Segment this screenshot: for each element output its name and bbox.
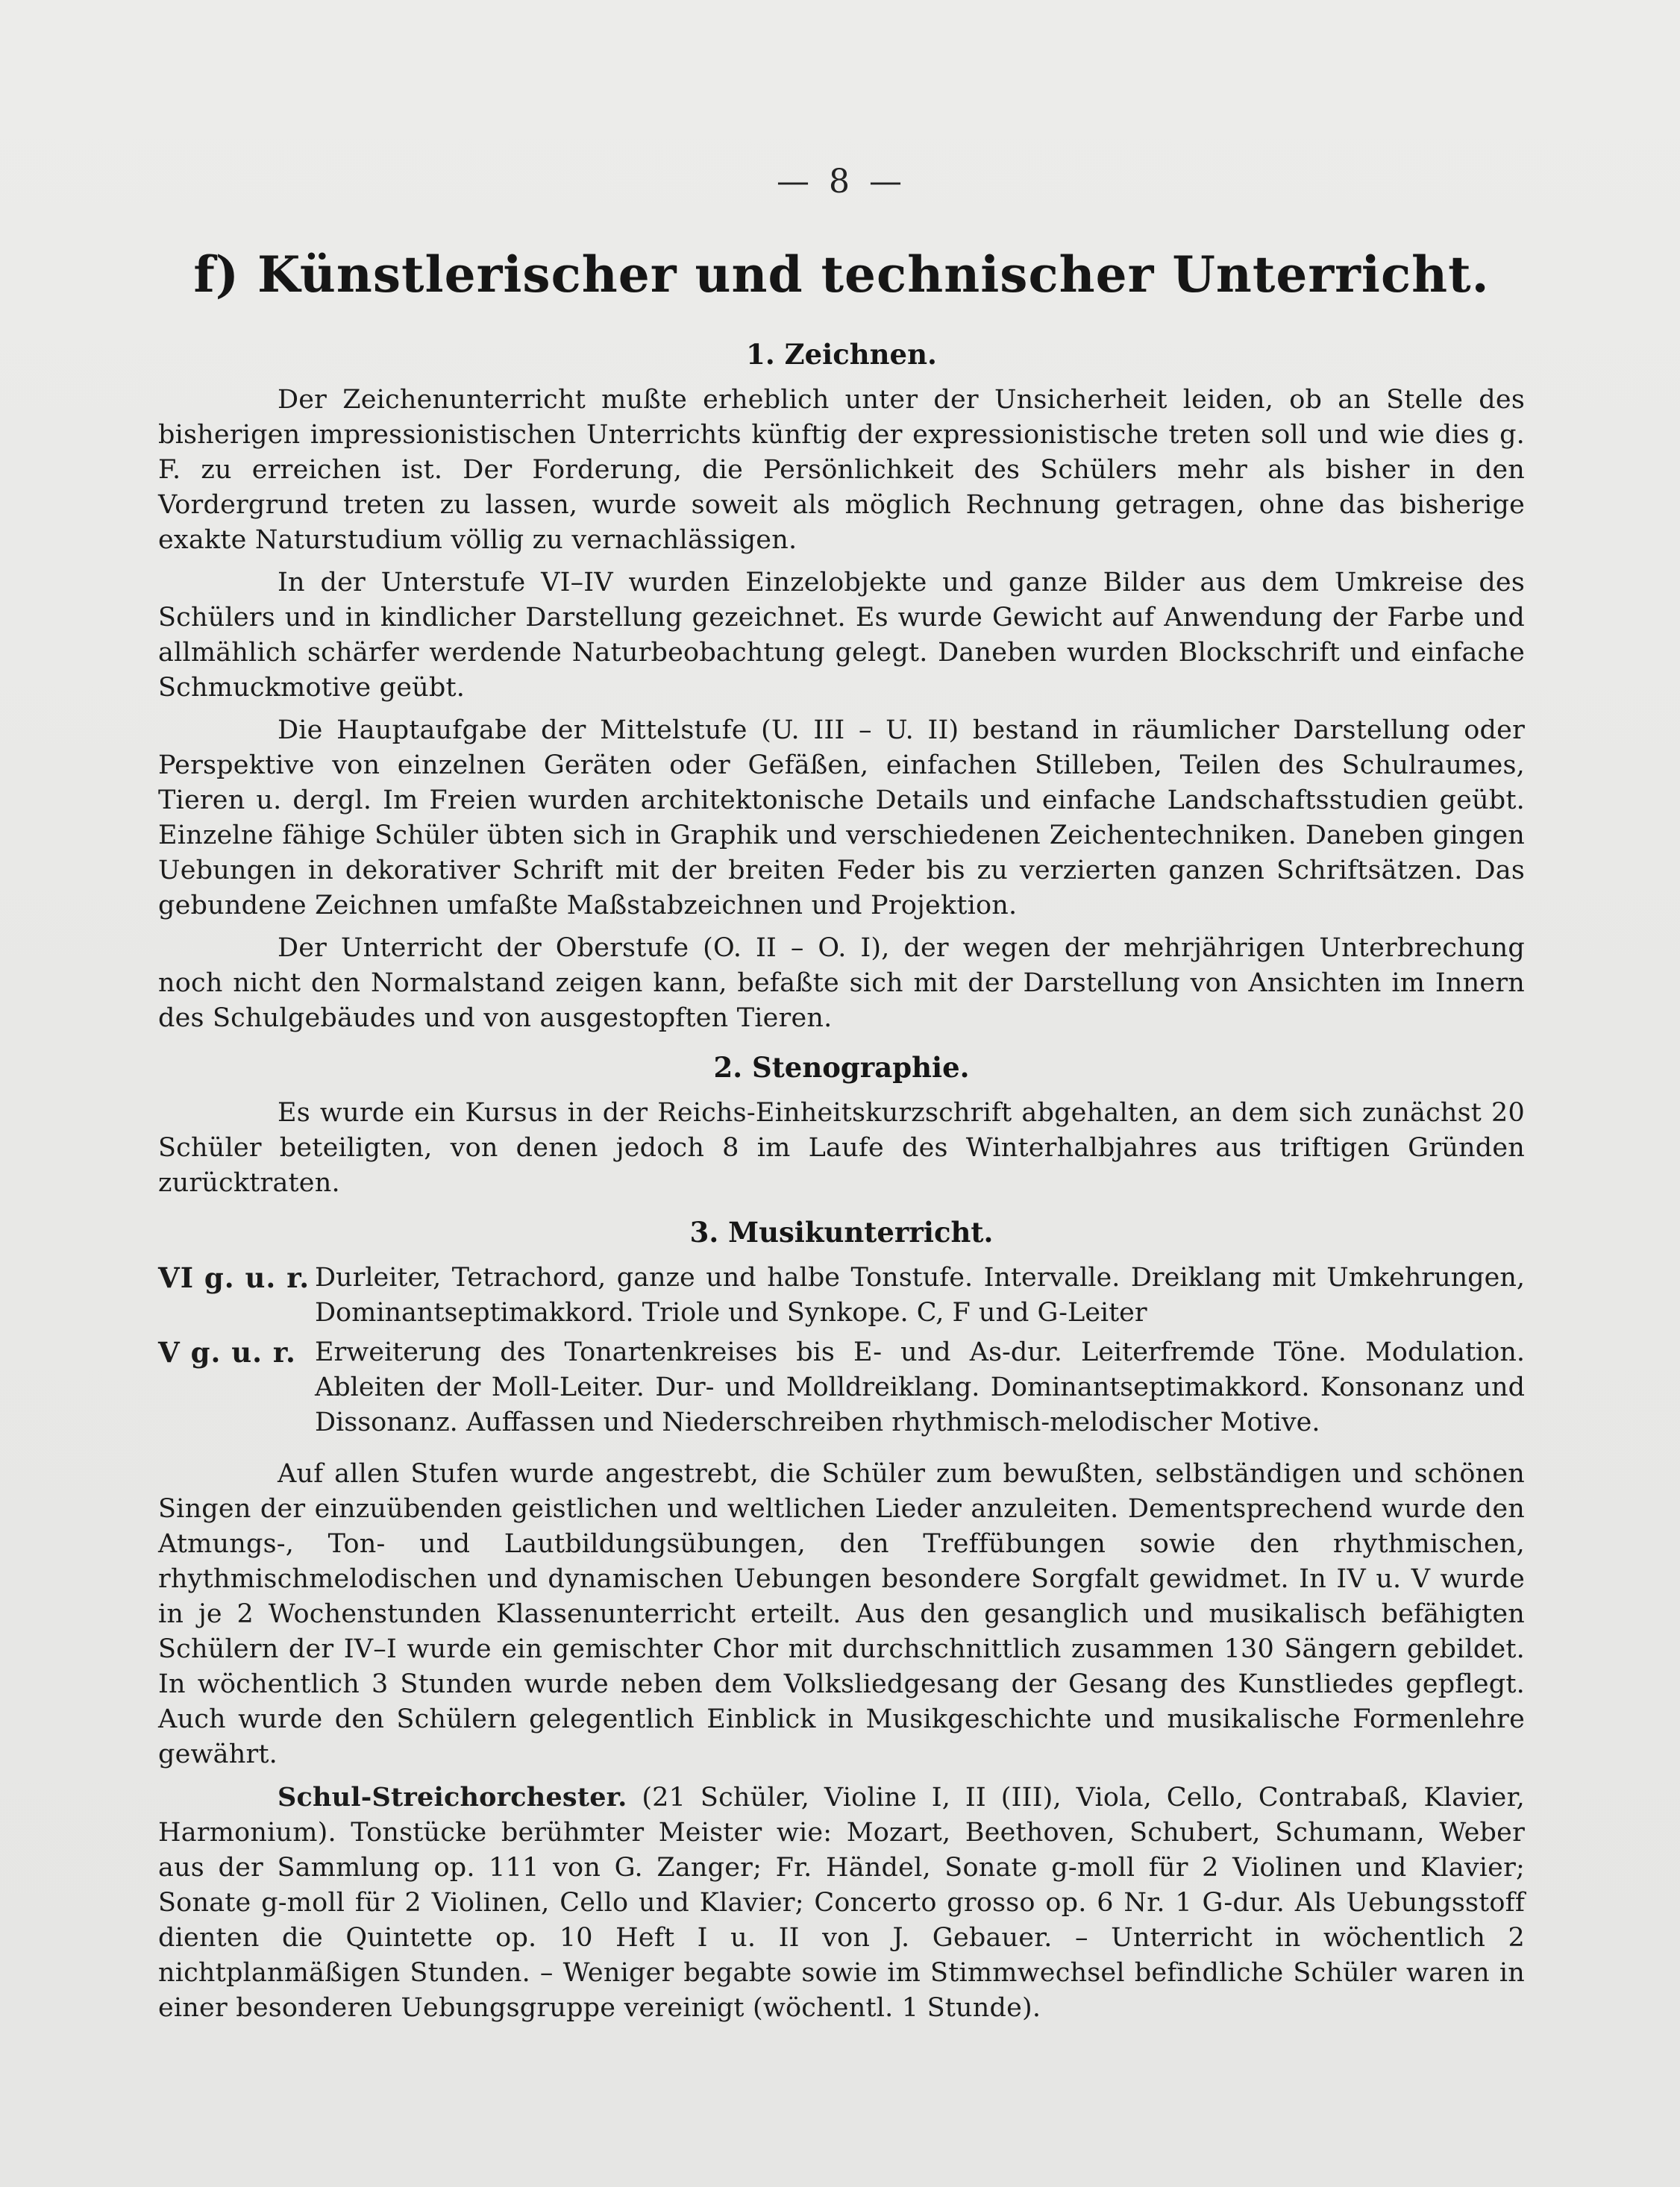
music-class-row	[158, 1335, 1525, 1440]
drawing-paragraph-3: Die Hauptaufgabe der Mittelstufe (U. III – U. II) bestand in räumlicher Darstellung oder Perspektive von einzelnen Geräten oder Gefäßen, einfachen Stilleben, Teilen des Schulraumes, Tieren u. dergl. Im Freien wurden architektonische Details und einfache Landschaftsstudien geübt. Einzelne fähige Schüler übten sich in Graphik und verschiedenen Zeichentechniken. Daneben gingen Uebungen in dekorativer Schrift mit der breiten Feder bis zu verzierten ganzen Schriftsätzen. Das gebundene Zeichnen umfaßte Maßstabzeichnen und Projektion.	[158, 715, 1525, 920]
orchestra-paragraph	[158, 1780, 1525, 2026]
section-title: f) Künstlerischer und technischer Unterricht.	[193, 245, 1490, 304]
drawing-paragraph-4: Der Unterricht der Oberstufe (O. II – O. I), der wegen der mehrjährigen Unterbrechung noch nicht den Normalstand zeigen kann, befaßte sich mit der Darstellung von Ansichten im Innern des Schulgebäudes und von ausgestopften Tieren.	[158, 933, 1525, 1033]
stenography-paragraph: Es wurde ein Kursus in der Reichs-Einheitskurzschrift abgehalten, an dem sich zunächst 20 Schüler beteiligten, von denen jedoch 8 im Laufe des Winterhalbjahres aus triftigen Gründen zurücktraten.	[158, 1098, 1525, 1198]
music-class-text: Durleiter, Tetrachord, ganze und halbe Tonstufe. Intervalle. Dreiklang mit Umkehrungen, Dominantseptimakkord. Triole und Synkope. C, F und G-Leiter	[315, 1263, 1525, 1328]
page-content	[158, 163, 1525, 2026]
heading-music: 3. Musikunterricht.	[689, 1216, 994, 1249]
music-class-label: VI g. u. r.	[158, 1261, 310, 1294]
music-class-row	[158, 1261, 1525, 1331]
music-class-label: V g. u. r.	[158, 1336, 296, 1369]
music-paragraph: Auf allen Stufen wurde angestrebt, die Schüler zum bewußten, selbständigen und schönen Singen der einzuübenden geistlichen und weltlichen Lieder anzuleiten. Dementsprechend wurde den Atmungs-, Ton- und Lautbildungsübungen, den Treffübungen sowie den rhythmischen, rhythmischmelodischen und dynamischen Uebungen besondere Sorgfalt gewidmet. In IV u. V wurde in je 2 Wochenstunden Klassenunterricht erteilt. Aus den gesanglich und musikalisch befähigten Schülern der IV–I wurde ein gemischter Chor mit durchschnittlich zusammen 130 Sängern gebildet. In wöchentlich 3 Stunden wurde neben dem Volksliedgesang der Gesang des Kunstliedes gepflegt. Auch wurde den Schülern gelegentlich Einblick in Musikgeschichte und musikalische Formenlehre gewährt.	[158, 1459, 1525, 1769]
page-number: — 8 —	[777, 163, 906, 201]
drawing-paragraph-1: Der Zeichenunterricht mußte erheblich unter der Unsicherheit leiden, ob an Stelle des bisherigen impressionistischen Unterrichts künftig der expressionistische treten soll und wie dies g. F. zu erreichen ist. Der Forderung, die Persönlichkeit des Schülers mehr als bisher in den Vordergrund treten zu lassen, wurde soweit als möglich Rechnung getragen, ohne das bisherige exakte Naturstudium völlig zu vernachlässigen.	[158, 385, 1525, 555]
heading-drawing: 1. Zeichnen.	[746, 338, 937, 371]
orchestra-lead: Schul-Streichorchester.	[278, 1782, 627, 1813]
music-class-text: Erweiterung des Tonartenkreises bis E- und As-dur. Leiterfremde Töne. Modulation. Ableiten der Moll-Leiter. Dur- und Molldreiklang. Dominantseptimakkord. Konsonanz und Dissonanz. Auffassen und Niederschreiben rhythmisch-melodischer Motive.	[315, 1337, 1525, 1437]
orchestra-text: (21 Schüler, Violine I, II (III), Viola, Cello, Contrabaß, Klavier, Harmonium). Tonstücke berühmter Meister wie: Mozart, Beethoven, Schubert, Schumann, Weber aus der Sammlung op. 111 von G. Zanger; Fr. Händel, Sonate g-moll für 2 Violinen und Klavier; Sonate g-moll für 2 Violinen, Cello und Klavier; Concerto grosso op. 6 Nr. 1 G-dur. Als Uebungsstoff dienten die Quintette op. 10 Heft I u. II von J. Gebauer. – Unterricht in wöchentlich 2 nichtplanmäßigen Stunden. – Weniger begabte sowie im Stimmwechsel befindliche Schüler waren in einer besonderen Uebungsgruppe vereinigt (wöchentl. 1 Stunde).	[158, 1783, 1526, 2023]
heading-stenography: 2. Stenographie.	[713, 1051, 970, 1084]
drawing-paragraph-2: In der Unterstufe VI–IV wurden Einzelobjekte und ganze Bilder aus dem Umkreise des Schülers und in kindlicher Darstellung gezeichnet. Es wurde Gewicht auf Anwendung der Farbe und allmählich schärfer werdende Naturbeobachtung gelegt. Daneben wurden Blockschrift und einfache Schmuckmotive geübt.	[158, 568, 1525, 703]
